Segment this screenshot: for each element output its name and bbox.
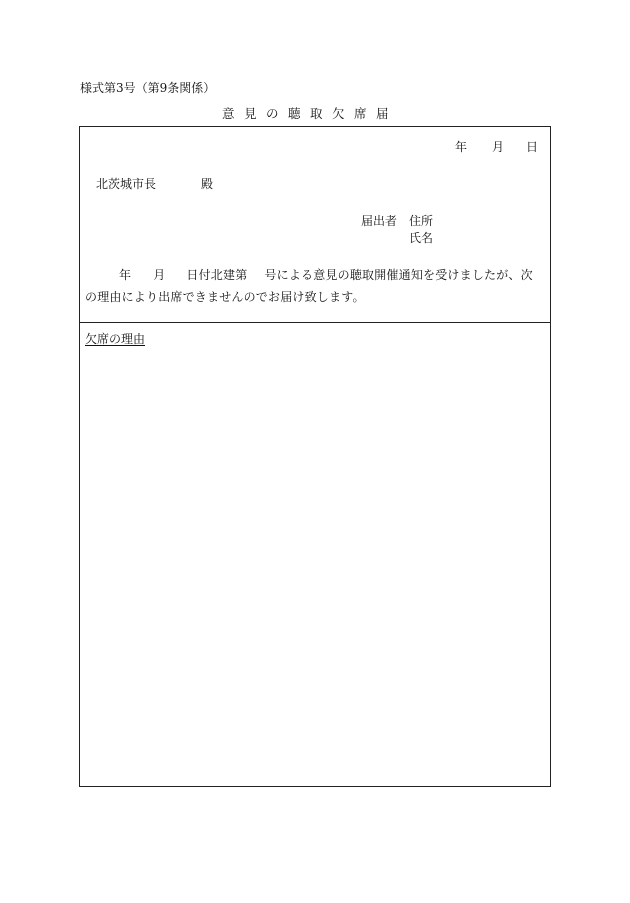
section-divider — [80, 322, 550, 323]
addressee: 北茨城市長 — [96, 177, 157, 191]
date-year-label: 年 — [455, 140, 468, 154]
notice-year: 年 — [119, 268, 132, 282]
form-title: 意見の聴取欠席届 — [222, 106, 399, 121]
notice-month: 月 — [153, 268, 166, 282]
honorific: 殿 — [201, 177, 214, 191]
notice-day-ref: 日付北建第 — [186, 268, 248, 282]
reason-heading: 欠席の理由 — [85, 332, 146, 346]
notice-body: 号による意見の聴取開催通知を受けましたが、次の理由により出席できませんのでお届け致します。 — [85, 268, 533, 304]
address-label: 住所 — [409, 214, 434, 228]
form-frame — [79, 126, 551, 787]
form-number: 様式第3号（第9条関係） — [80, 81, 216, 95]
applicant-label: 届出者 — [361, 214, 398, 228]
notice-text — [85, 264, 545, 308]
date-day-label: 日 — [526, 140, 539, 154]
date-month-label: 月 — [492, 140, 505, 154]
name-label: 氏名 — [409, 231, 434, 245]
